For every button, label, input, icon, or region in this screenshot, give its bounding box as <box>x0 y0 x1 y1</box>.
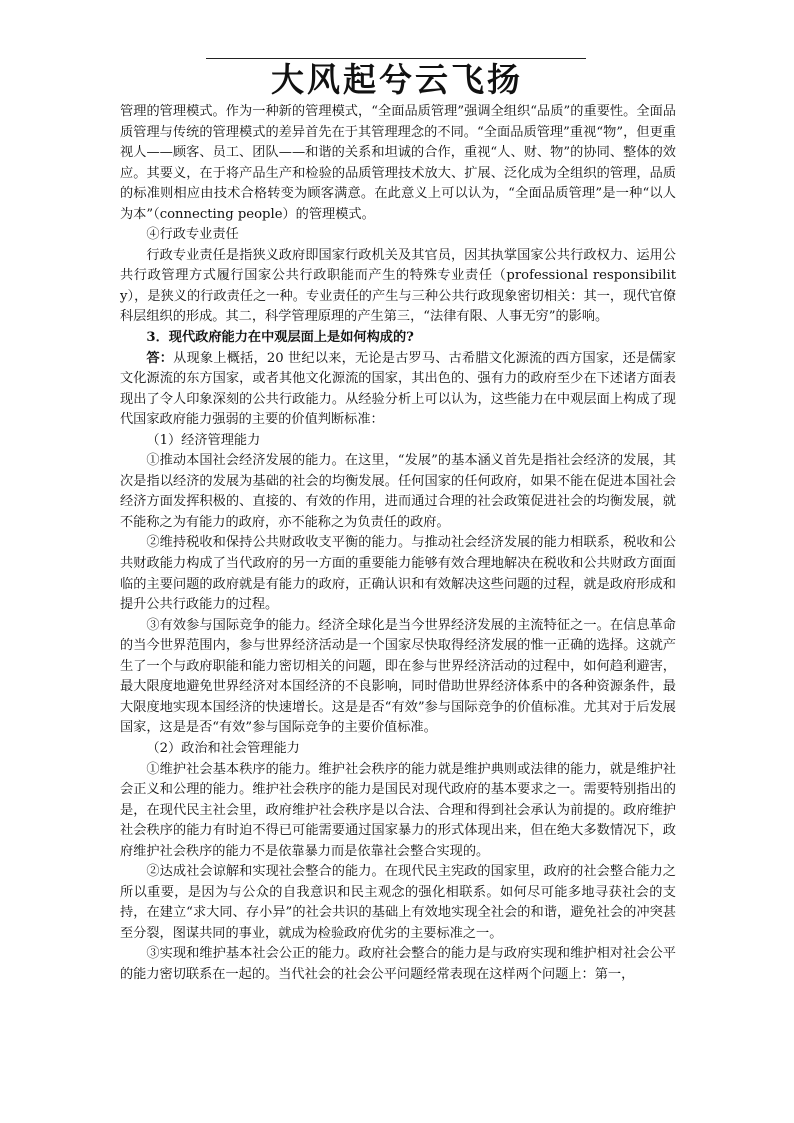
header-title: 大风起兮云飞扬 <box>271 60 523 99</box>
page-header <box>0 58 794 102</box>
subheading-political-social-management: （2）政治和社会管理能力 <box>146 740 300 756</box>
paragraph-international-competition: ③有效参与国际竞争的能力。经济全球化是当今世界经济发展的主流特征之一。在信息革命的当今世界范围内，参与世界经济活动是一个国家尽快取得经济发展的惟一正确的选择。这就产生了一个与政府职能和能力密切相关的问题，即在参与世界经济活动的过程中，如何趋利避害，最大限度地避免世界经济对本国经济的不良影响，同时借助世界经济体系中的各种资源条件，最大限度地实现本国经济的快速增长。这是是否“有效”参与国际竞争的价值标准。尤其对于后发展国家，这是是否“有效”参与国际竞争的主要价值标准。 <box>120 617 676 736</box>
paragraph-tax-finance: ②维持税收和保持公共财政收支平衡的能力。与推动社会经济发展的能力相联系，税收和公共财政能力构成了当代政府的另一方面的重要能力能够有效合理地解决在税收和公共财政方面面临的主要问题的政府就是有能力的政府，正确认识和有效解决这些问题的过程，就是政府形成和提升公共行政能力的过程。 <box>120 535 676 613</box>
answer-lead: 答： <box>146 350 174 366</box>
paragraph-social-integration: ②达成社会谅解和实现社会整合的能力。在现代民主宪政的国家里，政府的社会整合能力之所以重要，是因为与公众的自我意识和民主观念的强化相联系。如何尽可能多地寻获社会的支持，在建立“求大同、存小异”的社会共识的基础上有效地实现全社会的和谐，避免社会的冲突甚至分裂，图谋共同的事业，就成为检验政府优劣的主要标准之一。 <box>120 864 676 941</box>
paragraph-economic-development: ①推动本国社会经济发展的能力。在这里，“发展”的基本涵义首先是指社会经济的发展，其次是指以经济的发展为基础的社会的均衡发展。任何国家的任何政府，如果不能在促进本国社会经济方面发挥积极的、直接的、有效的作用，进而通过合理的社会政策促进社会的均衡发展，就不能称之为有能力的政府，亦不能称之为负责任的政府。 <box>120 453 676 530</box>
subheading-professional-responsibility: ④行政专业责任 <box>146 227 239 243</box>
paragraph-continuation: 管理的管理模式。作为一种新的管理模式，“全面品质管理”强调全组织“品质”的重要性。全面品质管理与传统的管理模式的差异首先在于其管理理念的不同。“全面品质管理”重视“物”，但更重视人——顾客、员工、团队——和谐的关系和坦诚的合作，重视“人、财、物”的协同、整体的效应。其要义，在于将产品生产和检验的品质管理技术放大、扩展、泛化成为全组织的管理，品质的标准则相应由技术合格转变为顾客满意。在此意义上可以认为，“全面品质管理”是一种“以人为本”（connecting people）的管理模式。 <box>120 104 676 222</box>
question-heading: 3．现代政府能力在中观层面上是如何构成的? <box>146 330 414 346</box>
paragraph-professional-responsibility: 行政专业责任是指狭义政府即国家行政机关及其官员，因其执掌国家公共行政权力、运用公共行政管理方式履行国家公共行政职能而产生的特殊专业责任（professional responsibility），是狭义的行政责任之一种。专业责任的产生与三种公共行政现象密切相关：其一，现代官僚科层组织的形成。其二，科学管理原理的产生第三，“法律有限、人事无穷”的影响。 <box>120 247 676 325</box>
header-rule <box>206 58 586 59</box>
answer-paragraph <box>120 349 676 431</box>
subheading-economic-management: （1）经济管理能力 <box>146 432 261 448</box>
paragraph-social-justice: ③实现和维护基本社会公正的能力。政府社会整合的能力是与政府实现和维护相对社会公平的能力密切联系在一起的。当代社会的社会公平问题经常表现在这样两个问题上：第一， <box>120 946 676 982</box>
document-body <box>120 102 676 986</box>
paragraph-social-order: ①维护社会基本秩序的能力。维护社会秩序的能力就是维护典则或法律的能力，就是维护社会正义和公理的能力。维护社会秩序的能力是国民对现代政府的基本要求之一。需要特别指出的是，在现代民主社会里，政府维护社会秩序是以合法、合理和得到社会承认为前提的。政府维护社会秩序的能力有时迫不得已可能需要通过国家暴力的形式体现出来，但在绝大多数情况下，政府维护社会秩序的能力不是依靠暴力而是依靠社会整合实现的。 <box>120 761 676 859</box>
answer-text: 从现象上概括，20 世纪以来，无论是古罗马、古希腊文化源流的西方国家，还是儒家文化源流的东方国家，或者其他文化源流的国家，其出色的、强有力的政府至少在下述诸方面表现出了令人印象深刻的公共行政能力。从经验分析上可以认为，这些能力在中观层面上构成了现代国家政府能力强弱的主要的价值判断标准： <box>120 350 676 428</box>
